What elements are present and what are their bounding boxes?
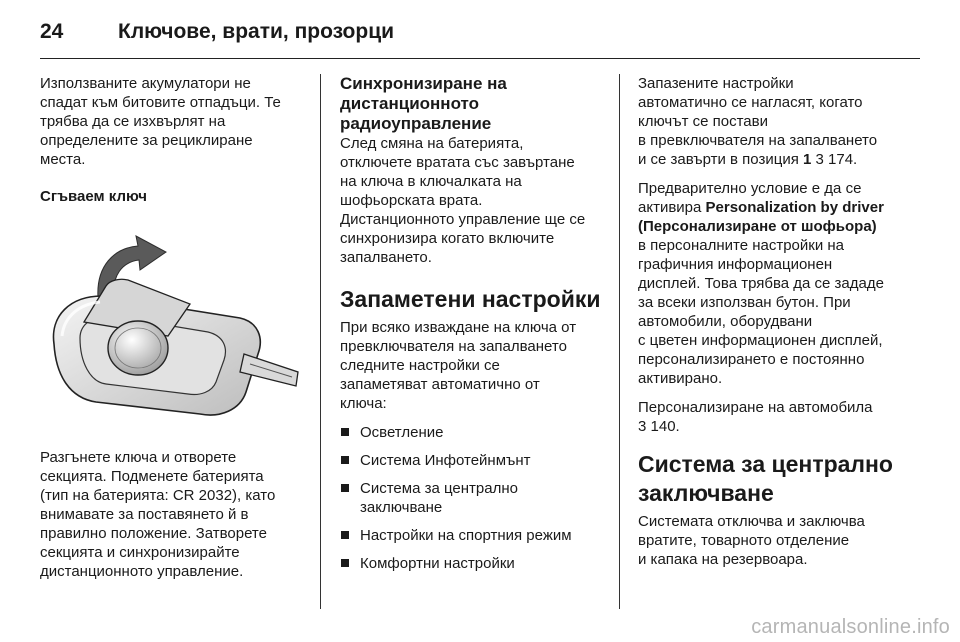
vehicle-personalization-text: Персонализиране на автомобила 3 140. [638, 399, 873, 435]
page-reference-link[interactable]: 3 174. [815, 151, 858, 168]
key-battery-illustration [40, 226, 302, 436]
saved-settings-text: При всяко изваждане на ключа от превключвателя на запалването следните настройки се запаметяват автоматично от ключа: [340, 319, 577, 412]
bullet-icon [341, 456, 349, 464]
list-item: Комфортни настройки [340, 554, 608, 573]
page-header [40, 14, 920, 59]
list-item: Система за централно заключване [340, 479, 608, 517]
saved-settings-list [340, 423, 608, 573]
list-item: Система Инфотейнмънт [340, 451, 608, 470]
sync-remote-text: След смяна на батерията, отключете вратата със завъртане на ключа в ключалката на шофьорската врата. Дистанционното управление ще се синхронизира когато включите запалването. [340, 135, 586, 266]
folding-key-heading: Сгъваем ключ [40, 188, 147, 205]
column-middle [340, 74, 608, 582]
central-locking-heading: Система за централно заключване [638, 451, 893, 506]
saved-settings-heading: Запаметени настройки [340, 286, 601, 312]
page-title: Ключове, врати, прозорци [118, 20, 395, 43]
battery-replace-text: Разгънете ключа и отворете секцията. Подменете батерията (тип на батерията: CR 2032), като внимавате за поставянето й в правилно положение. Затворете секцията и синхронизирайте дистанционното управление. [40, 449, 276, 580]
saved-settings-apply-text: Запазените настройки автоматично се нагласят, когато ключът се постави в превключвателя на запалването и се завърти в позиция 1 3 174. [638, 75, 878, 168]
column-divider [320, 74, 321, 609]
page-number: 24 [40, 20, 64, 43]
bullet-icon [341, 531, 349, 539]
list-item: Настройки на спортния режим [340, 526, 608, 545]
column-left [40, 74, 302, 591]
central-locking-text: Системата отключва и заключва вратите, товарното отделение и капака на резервоара. [638, 513, 865, 568]
watermark: carmanualsonline.info [751, 616, 950, 638]
bullet-icon [341, 428, 349, 436]
column-divider [619, 74, 620, 609]
sync-remote-heading: Синхронизиране на дистанционното радиоуправление [340, 74, 507, 133]
list-item: Осветление [340, 423, 608, 442]
column-right [638, 74, 918, 579]
page-reference-link[interactable]: 3 140. [638, 418, 680, 435]
bullet-icon [341, 559, 349, 567]
personalization-text: Предварително условие е да се активира Personalization by driver (Персонализиране от шофьора) в персоналните настройки на графичния информационен дисплей. Това трябва да се зададе за всеки използван бутон. При автомобили, оборудвани с цветен информационен дисплей, персонализирането е постоянно активирано. [638, 180, 884, 387]
battery-disposal-text: Използваните акумулатори не спадат към битовите отпадъци. Те трябва да се изхвърлят на определените за рециклиране места. [40, 75, 281, 168]
bullet-icon [341, 484, 349, 492]
